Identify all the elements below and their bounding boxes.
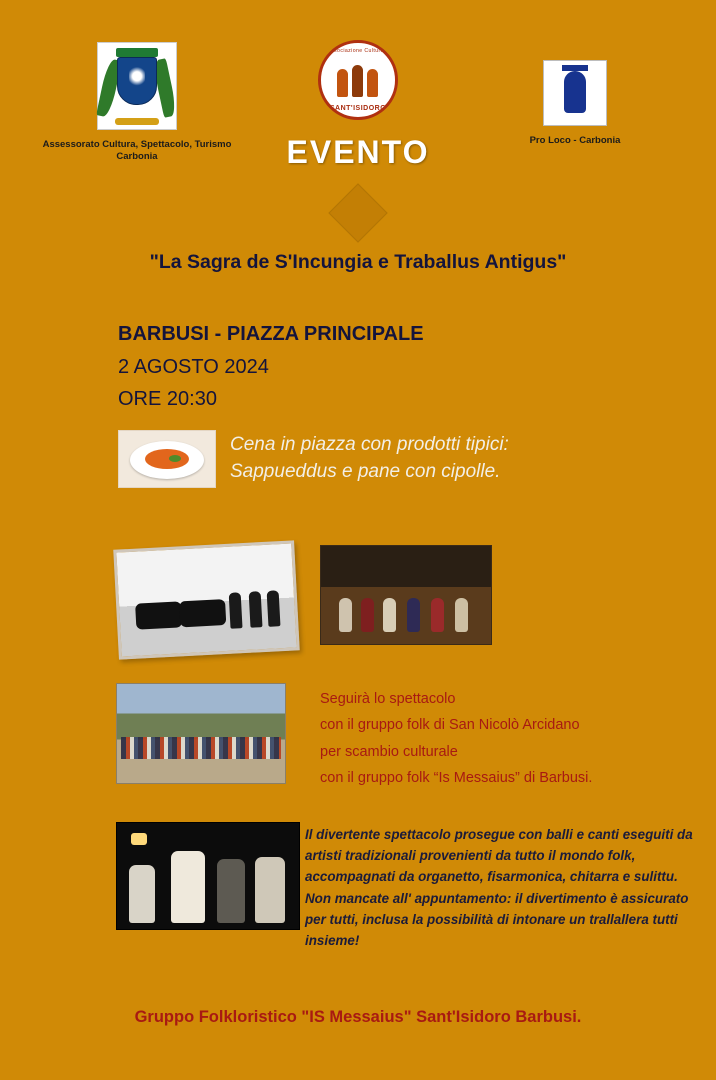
crest-icon bbox=[97, 42, 177, 130]
photo-oxen-parade bbox=[113, 540, 300, 659]
venue-time: ORE 20:30 bbox=[118, 388, 217, 411]
follow-line-3: per scambio culturale bbox=[320, 743, 458, 760]
photo-night-dance bbox=[320, 545, 492, 645]
venue-block bbox=[118, 318, 424, 416]
photo-stage-performers bbox=[116, 822, 300, 930]
photo-dish bbox=[118, 430, 216, 488]
follow-line-1: Seguirà lo spettacolo bbox=[320, 691, 456, 707]
logo-santisidoro bbox=[293, 40, 423, 120]
dinner-block bbox=[118, 430, 678, 488]
page-title: EVENTO bbox=[286, 134, 430, 170]
event-subtitle: "La Sagra de S'Incungia e Traballus Antigus" bbox=[149, 251, 567, 273]
badge-top-text: Associazione Culturale bbox=[327, 48, 389, 54]
follow-up-text bbox=[320, 686, 692, 792]
logo-caption-proloco: Pro Loco - Carbonia bbox=[529, 135, 621, 146]
proloco-icon bbox=[543, 60, 607, 126]
venue-place: BARBUSI - PIAZZA PRINCIPALE bbox=[118, 323, 424, 345]
follow-line-4: con il gruppo folk “Is Messaius” di Barbusi. bbox=[320, 770, 593, 787]
dinner-line-2: Sappueddus e pane con cipolle. bbox=[230, 460, 501, 482]
venue-date: 2 AGOSTO 2024 bbox=[118, 355, 269, 378]
program-description: Il divertente spettacolo prosegue con balli e canti eseguiti da artisti tradizionali provenienti da tutto il mondo folk, accompagnati da organetto, fisarmonica, chitarra e sulittu. Non mancate all' appuntamento: il divertimento è assicurato per tutti, inclusa la possibilità di intonare un trallallera tutti insieme! bbox=[305, 827, 693, 948]
follow-line-2: con il gruppo folk di San Nicolò Arcidano bbox=[320, 717, 580, 734]
footer-credit: Gruppo Folkloristico "IS Messaius" Sant'Isidoro Barbusi. bbox=[134, 1008, 582, 1026]
badge-bottom-text: SANT'ISIDORO bbox=[329, 105, 387, 112]
santisidoro-badge-icon bbox=[318, 40, 398, 120]
photo-procession bbox=[116, 683, 286, 784]
diamond-ornament bbox=[328, 183, 387, 242]
logo-caption-comune: Assessorato Cultura, Spettacolo, Turismo Carbonia bbox=[42, 139, 232, 162]
dinner-line-1: Cena in piazza con prodotti tipici: bbox=[230, 434, 509, 455]
